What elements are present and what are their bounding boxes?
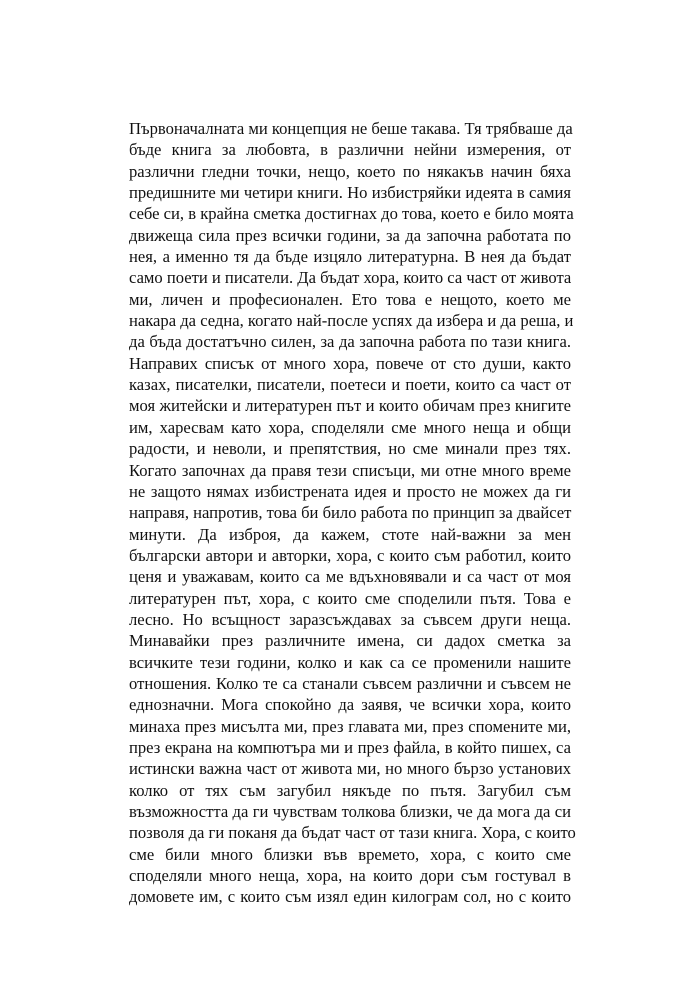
text-line: всичките тези години, колко и как са се променили нашите <box>129 652 571 672</box>
text-line: споделяли много неща, хора, на които дори съм гостувал в <box>129 866 571 886</box>
text-line: Направих списък от много хора, повече от сто души, както <box>129 353 571 373</box>
text-line: Минавайки през различните имена, си дадох сметка за <box>129 631 571 651</box>
text-line: възможността да ги чувствам толкова близки, че да мога да си <box>129 802 571 821</box>
text-line: отношения. Колко те са станали съвсем различни и съвсем не <box>129 673 571 693</box>
text-line: бъде книга за любовта, в различни нейни измерения, от <box>129 140 571 160</box>
text-line: им, харесвам като хора, споделяли сме много неща и общи <box>129 417 571 437</box>
text-line: моя житейски и литературен път и които обичам през книгите <box>129 396 571 416</box>
text-line: колко от тях съм загубил някъде по пътя. Загубил съм <box>129 780 571 800</box>
text-line: еднозначни. Мога спокойно да заявя, че всички хора, които <box>129 695 571 715</box>
text-line: позволя да ги поканя да бъдат част от тази книга. Хора, с които <box>129 823 576 843</box>
text-line: радости, и неволи, и препятствия, но сме минали през тях. <box>129 439 571 459</box>
text-line: казах, писателки, писатели, поетеси и поети, които са част от <box>129 375 571 395</box>
text-line: минаха през мисълта ми, през главата ми, през спомените ми, <box>129 716 571 736</box>
text-line: накара да седна, когато най-после успях да избера и да реша, и <box>129 311 574 331</box>
text-line: различни гледни точки, нещо, което по някакъв начин бяха <box>129 161 571 181</box>
text-line: себе си, в крайна сметка достигнах до това, което е било моята <box>129 204 574 224</box>
text-line: движеща сила през всички години, за да започна работата по <box>129 225 571 245</box>
text-line: предишните ми четири книги. Но избистряйки идеята в самия <box>129 183 571 203</box>
text-line: истински важна част от живота ми, но много бързо установих <box>129 759 571 779</box>
text-line: лесно. Но всъщност заразсъждавах за съвсем други неща. <box>129 609 571 629</box>
text-line: да бъда достатъчно силен, за да започна работа по тази книга. <box>129 332 571 352</box>
body-text <box>129 118 576 908</box>
text-line: ми, личен и професионален. Ето това е нещото, което ме <box>129 289 571 309</box>
text-line: през екрана на компютъра ми и през файла, в който пишех, са <box>129 737 571 757</box>
text-line: Когато започнах да правя тези списъци, ми отне много време <box>129 460 571 480</box>
text-line: Първоначалната ми концепция не беше такава. Тя трябваше да <box>129 119 573 138</box>
text-line: минути. Да изброя, да кажем, стоте най-важни за мен <box>129 524 571 544</box>
text-line: направя, напротив, това би било работа по принцип за двайсет <box>129 503 572 523</box>
text-line: ценя и уважавам, които са ме вдъхновявали и са част от моя <box>129 567 571 587</box>
text-line: домовете им, с които съм изял един килограм сол, но с които <box>129 887 571 907</box>
text-line: само поети и писатели. Да бъдат хора, които са част от живота <box>129 268 572 288</box>
text-line: нея, а именно тя да бъде изцяло литературна. В нея да бъдат <box>129 247 571 267</box>
text-line: български автори и авторки, хора, с които съм работил, които <box>129 545 571 565</box>
text-line: сме били много близки във времето, хора, с които сме <box>129 844 571 864</box>
text-line: не защото нямах избистрената идея и просто не можех да ги <box>129 481 571 501</box>
text-line: литературен път, хора, с които сме споделили пътя. Това е <box>129 588 571 608</box>
